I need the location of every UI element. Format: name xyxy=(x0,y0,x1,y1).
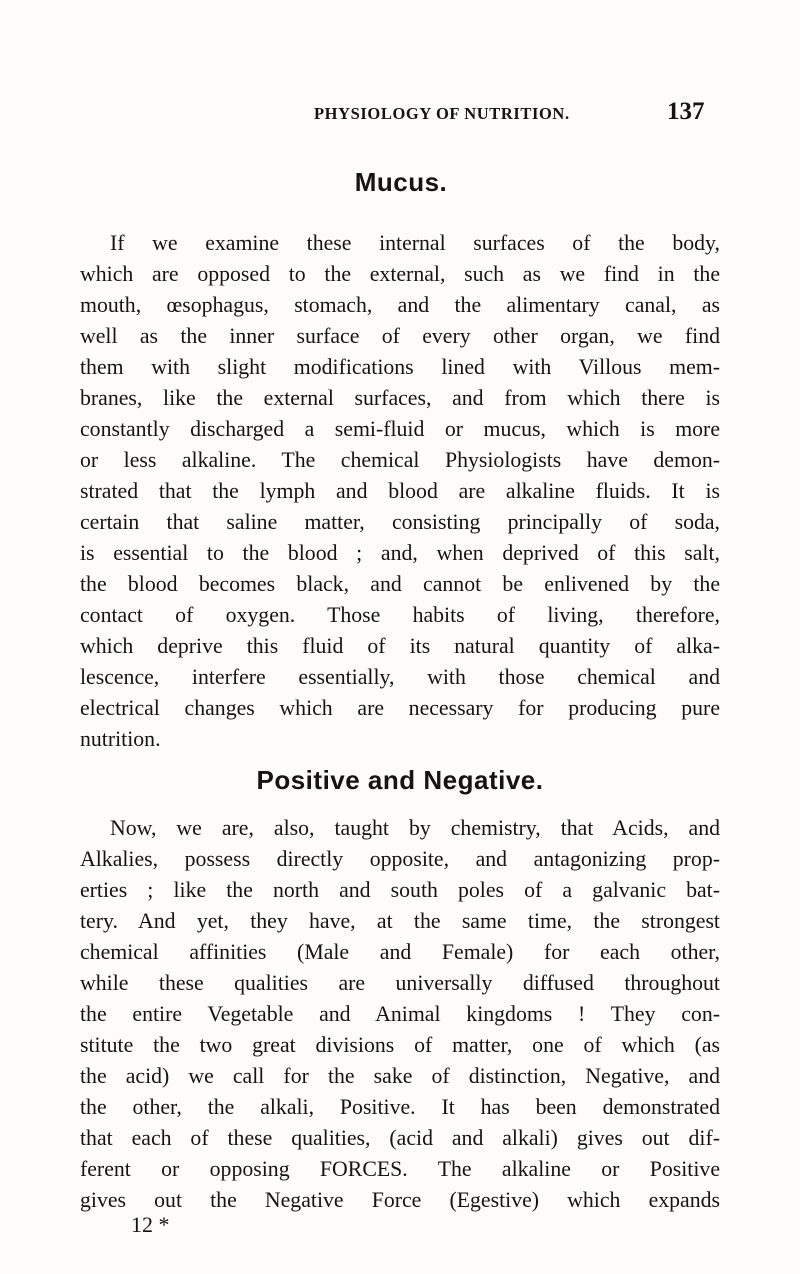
text-line: or less alkaline. The chemical Physiologists have demon- xyxy=(80,448,720,472)
text-line: while these qualities are universally diffused throughout xyxy=(80,971,720,995)
text-line: certain that saline matter, consisting principally of soda, xyxy=(80,510,720,534)
signature-mark: 12 * xyxy=(131,1212,170,1237)
paragraph-mucus xyxy=(80,228,720,755)
text-line: lescence, interfere essentially, with those chemical and xyxy=(80,665,720,689)
text-line: Now, we are, also, taught by chemistry, that Acids, and xyxy=(110,816,720,840)
text-line: chemical affinities (Male and Female) for each other, xyxy=(80,940,720,964)
text-line: If we examine these internal surfaces of the body, xyxy=(110,231,720,255)
text-line: the other, the alkali, Positive. It has been demonstrated xyxy=(80,1095,720,1119)
text-line: branes, like the external surfaces, and from which there is xyxy=(80,386,720,410)
text-line: ferent or opposing FORCES. The alkaline or Positive xyxy=(80,1157,720,1181)
paragraph-positive-and-negative xyxy=(80,813,720,1216)
text-line: stitute the two great divisions of matter, one of which (as xyxy=(80,1033,720,1057)
section-heading-mucus: Mucus. xyxy=(354,167,448,197)
text-line: strated that the lymph and blood are alkaline fluids. It is xyxy=(80,479,720,503)
running-title: PHYSIOLOGY OF NUTRITION. xyxy=(314,104,570,123)
text-line: is essential to the blood ; and, when deprived of this salt, xyxy=(80,541,720,565)
text-line: nutrition. xyxy=(80,727,161,751)
text-line: Alkalies, possess directly opposite, and antagonizing prop- xyxy=(80,847,720,871)
text-line: the acid) we call for the sake of distinction, Negative, and xyxy=(80,1064,720,1088)
text-line: mouth, œsophagus, stomach, and the alimentary canal, as xyxy=(80,293,720,317)
page-header xyxy=(0,96,800,136)
text-line: gives out the Negative Force (Egestive) which expands xyxy=(80,1188,720,1212)
text-line: erties ; like the north and south poles of a galvanic bat- xyxy=(80,878,720,902)
section-heading-positive-and-negative: Positive and Negative. xyxy=(256,765,544,795)
text-line: well as the inner surface of every other organ, we find xyxy=(80,324,720,348)
text-line: electrical changes which are necessary for producing pure xyxy=(80,696,720,720)
text-line: constantly discharged a semi-fluid or mucus, which is more xyxy=(80,417,720,441)
text-line: which are opposed to the external, such as we find in the xyxy=(80,262,720,286)
text-line: that each of these qualities, (acid and alkali) gives out dif- xyxy=(80,1126,720,1150)
page-number: 137 xyxy=(667,98,705,125)
text-line: contact of oxygen. Those habits of living, therefore, xyxy=(80,603,720,627)
text-line: them with slight modifications lined with Villous mem- xyxy=(80,355,720,379)
text-line: which deprive this fluid of its natural quantity of alka- xyxy=(80,634,720,658)
text-line: the blood becomes black, and cannot be enlivened by the xyxy=(80,572,720,596)
text-line: tery. And yet, they have, at the same time, the strongest xyxy=(80,909,720,933)
text-line: the entire Vegetable and Animal kingdoms ! They con- xyxy=(80,1002,720,1026)
